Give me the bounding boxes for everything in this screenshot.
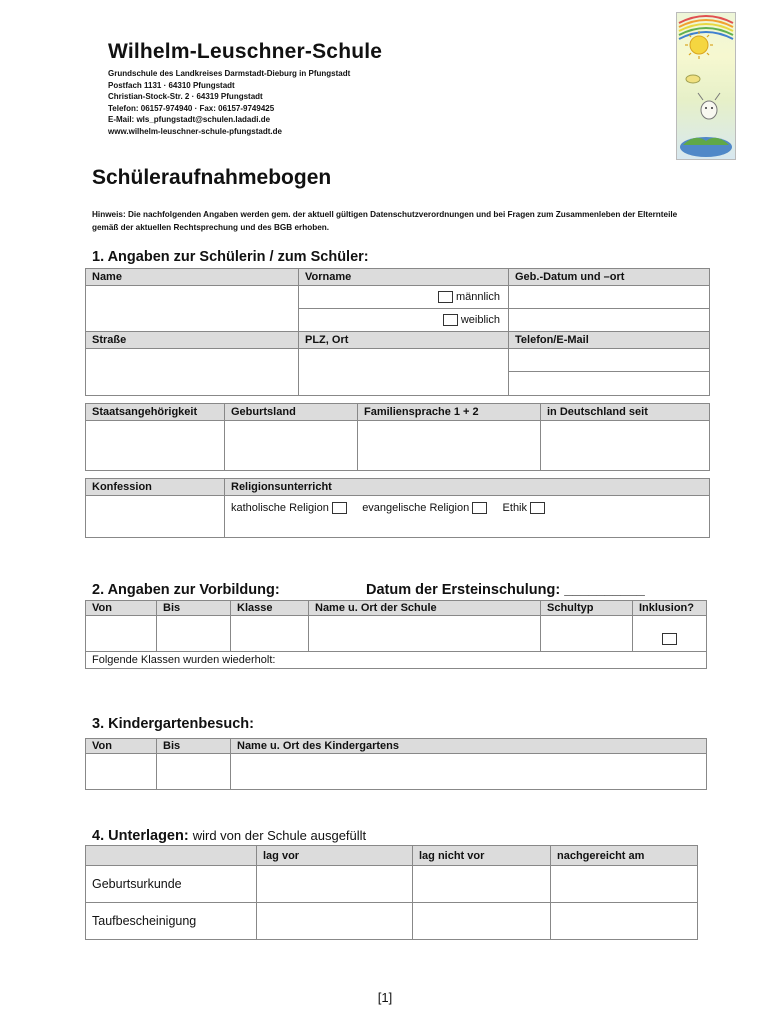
plz-field[interactable]: [299, 349, 509, 396]
section-3-heading: 3. Kindergartenbesuch:: [92, 716, 254, 732]
birth-country-label: Geburtsland: [225, 404, 358, 421]
religion-options: [225, 496, 710, 538]
kg-from-field[interactable]: [86, 754, 157, 790]
previous-education-table: [85, 600, 707, 669]
baptism-certificate-present[interactable]: [257, 903, 413, 940]
school-logo-image: [676, 12, 736, 160]
family-language-field[interactable]: [358, 421, 541, 471]
phone-label: Telefon/E-Mail: [509, 332, 710, 349]
in-germany-since-label: in Deutschland seit: [541, 404, 710, 421]
birth-date-field[interactable]: [509, 286, 710, 309]
name-label: Name: [86, 269, 299, 286]
inclusion-checkbox[interactable]: [662, 633, 677, 645]
kg-name-label: Name u. Ort des Kindergartens: [231, 739, 707, 754]
birth-certificate-submitted[interactable]: [551, 866, 698, 903]
first-enrollment-date: Datum der Ersteinschulung: __________: [366, 582, 645, 598]
catholic-label: katholische Religion: [231, 502, 329, 514]
address-line: Christian-Stock-Str. 2 · 64319 Pfungstadt: [108, 92, 263, 102]
female-checkbox[interactable]: [443, 314, 458, 326]
kg-from-label: Von: [86, 739, 157, 754]
address-line: E-Mail: wls_pfungstadt@schulen.ladadi.de: [108, 115, 271, 125]
street-field[interactable]: [86, 349, 299, 396]
religion-class-label: Religionsunterricht: [225, 479, 710, 496]
in-germany-since-field[interactable]: [541, 421, 710, 471]
doc-name-header: [86, 846, 257, 866]
female-label: weiblich: [460, 313, 500, 326]
birth-certificate-not-present[interactable]: [413, 866, 551, 903]
kg-name-field[interactable]: [231, 754, 707, 790]
documents-table: [85, 845, 698, 940]
name-field[interactable]: [86, 286, 299, 332]
confession-field[interactable]: [86, 496, 225, 538]
school-type-label: Schultyp: [541, 601, 633, 616]
privacy-hint: Hinweis: Die nachfolgenden Angaben werden gem. der aktuell gültigen Datenschutzverordnungen und bei Fragen zum Zusammenleben der Elternteile gemäß der aktuellen Rechtsprechung und des BGB erhoben.: [92, 210, 678, 232]
submitted-later-label: nachgereicht am: [551, 846, 698, 866]
ethics-checkbox[interactable]: [530, 502, 545, 514]
present-label: lag vor: [257, 846, 413, 866]
female-option: [299, 309, 509, 332]
documents-note: wird von der Schule ausgefüllt: [192, 828, 367, 843]
ethics-label: Ethik: [502, 502, 528, 514]
birth-certificate-present[interactable]: [257, 866, 413, 903]
document-title: Schüleraufnahmebogen: [92, 166, 332, 189]
catholic-checkbox[interactable]: [332, 502, 347, 514]
not-present-label: lag nicht vor: [413, 846, 551, 866]
school-address: [108, 68, 350, 138]
address-line: Grundschule des Landkreises Darmstadt-Dieburg in Pfungstadt: [108, 69, 351, 78]
protestant-checkbox[interactable]: [472, 502, 487, 514]
nationality-table: [85, 403, 710, 471]
section-1-heading: 1. Angaben zur Schülerin / zum Schüler:: [92, 249, 369, 265]
kindergarten-table: [85, 738, 707, 790]
inclusion-label: Inklusion?: [633, 601, 707, 616]
religion-table: [85, 478, 710, 538]
school-name-field[interactable]: [309, 616, 541, 652]
birth-label: Geb.-Datum und –ort: [509, 269, 710, 286]
school-name: Wilhelm-Leuschner-Schule: [108, 40, 383, 63]
protestant-label: evangelische Religion: [362, 502, 470, 514]
from-label: Von: [86, 601, 157, 616]
address-line: Telefon: 06157-974940 · Fax: 06157-9749425: [108, 103, 275, 113]
male-checkbox[interactable]: [438, 291, 453, 303]
baptism-certificate-submitted[interactable]: [551, 903, 698, 940]
kg-to-field[interactable]: [157, 754, 231, 790]
baptism-certificate-not-present[interactable]: [413, 903, 551, 940]
male-option: [299, 286, 509, 309]
kg-to-label: Bis: [157, 739, 231, 754]
inclusion-cell: [633, 616, 707, 652]
birth-country-field[interactable]: [225, 421, 358, 471]
phone-field[interactable]: [509, 349, 710, 372]
repeated-classes-field[interactable]: Folgende Klassen wurden wiederholt:: [86, 652, 707, 669]
confession-label: Konfession: [86, 479, 225, 496]
vorname-label: Vorname: [299, 269, 509, 286]
birth-place-field[interactable]: [509, 309, 710, 332]
nationality-label: Staatsangehörigkeit: [86, 404, 225, 421]
plz-label: PLZ, Ort: [299, 332, 509, 349]
school-name-label: Name u. Ort der Schule: [309, 601, 541, 616]
street-label: Straße: [86, 332, 299, 349]
class-field[interactable]: [231, 616, 309, 652]
to-field[interactable]: [157, 616, 231, 652]
page-number: [1]: [377, 990, 393, 1005]
email-field[interactable]: [509, 372, 710, 396]
section-2-heading: 2. Angaben zur Vorbildung:: [92, 582, 280, 598]
nationality-field[interactable]: [86, 421, 225, 471]
address-line: www.wilhelm-leuschner-schule-pfungstadt.de: [108, 126, 282, 136]
family-language-label: Familiensprache 1 + 2: [358, 404, 541, 421]
from-field[interactable]: [86, 616, 157, 652]
birth-certificate-label: Geburtsurkunde: [86, 866, 257, 903]
male-label: männlich: [455, 290, 500, 303]
documents-title: 4. Unterlagen:: [92, 828, 189, 844]
baptism-certificate-label: Taufbescheinigung: [86, 903, 257, 940]
to-label: Bis: [157, 601, 231, 616]
student-info-table: [85, 268, 710, 396]
school-type-field[interactable]: [541, 616, 633, 652]
section-4-heading: [92, 828, 366, 844]
address-line: Postfach 1131 · 64310 Pfungstadt: [108, 80, 235, 90]
class-label: Klasse: [231, 601, 309, 616]
